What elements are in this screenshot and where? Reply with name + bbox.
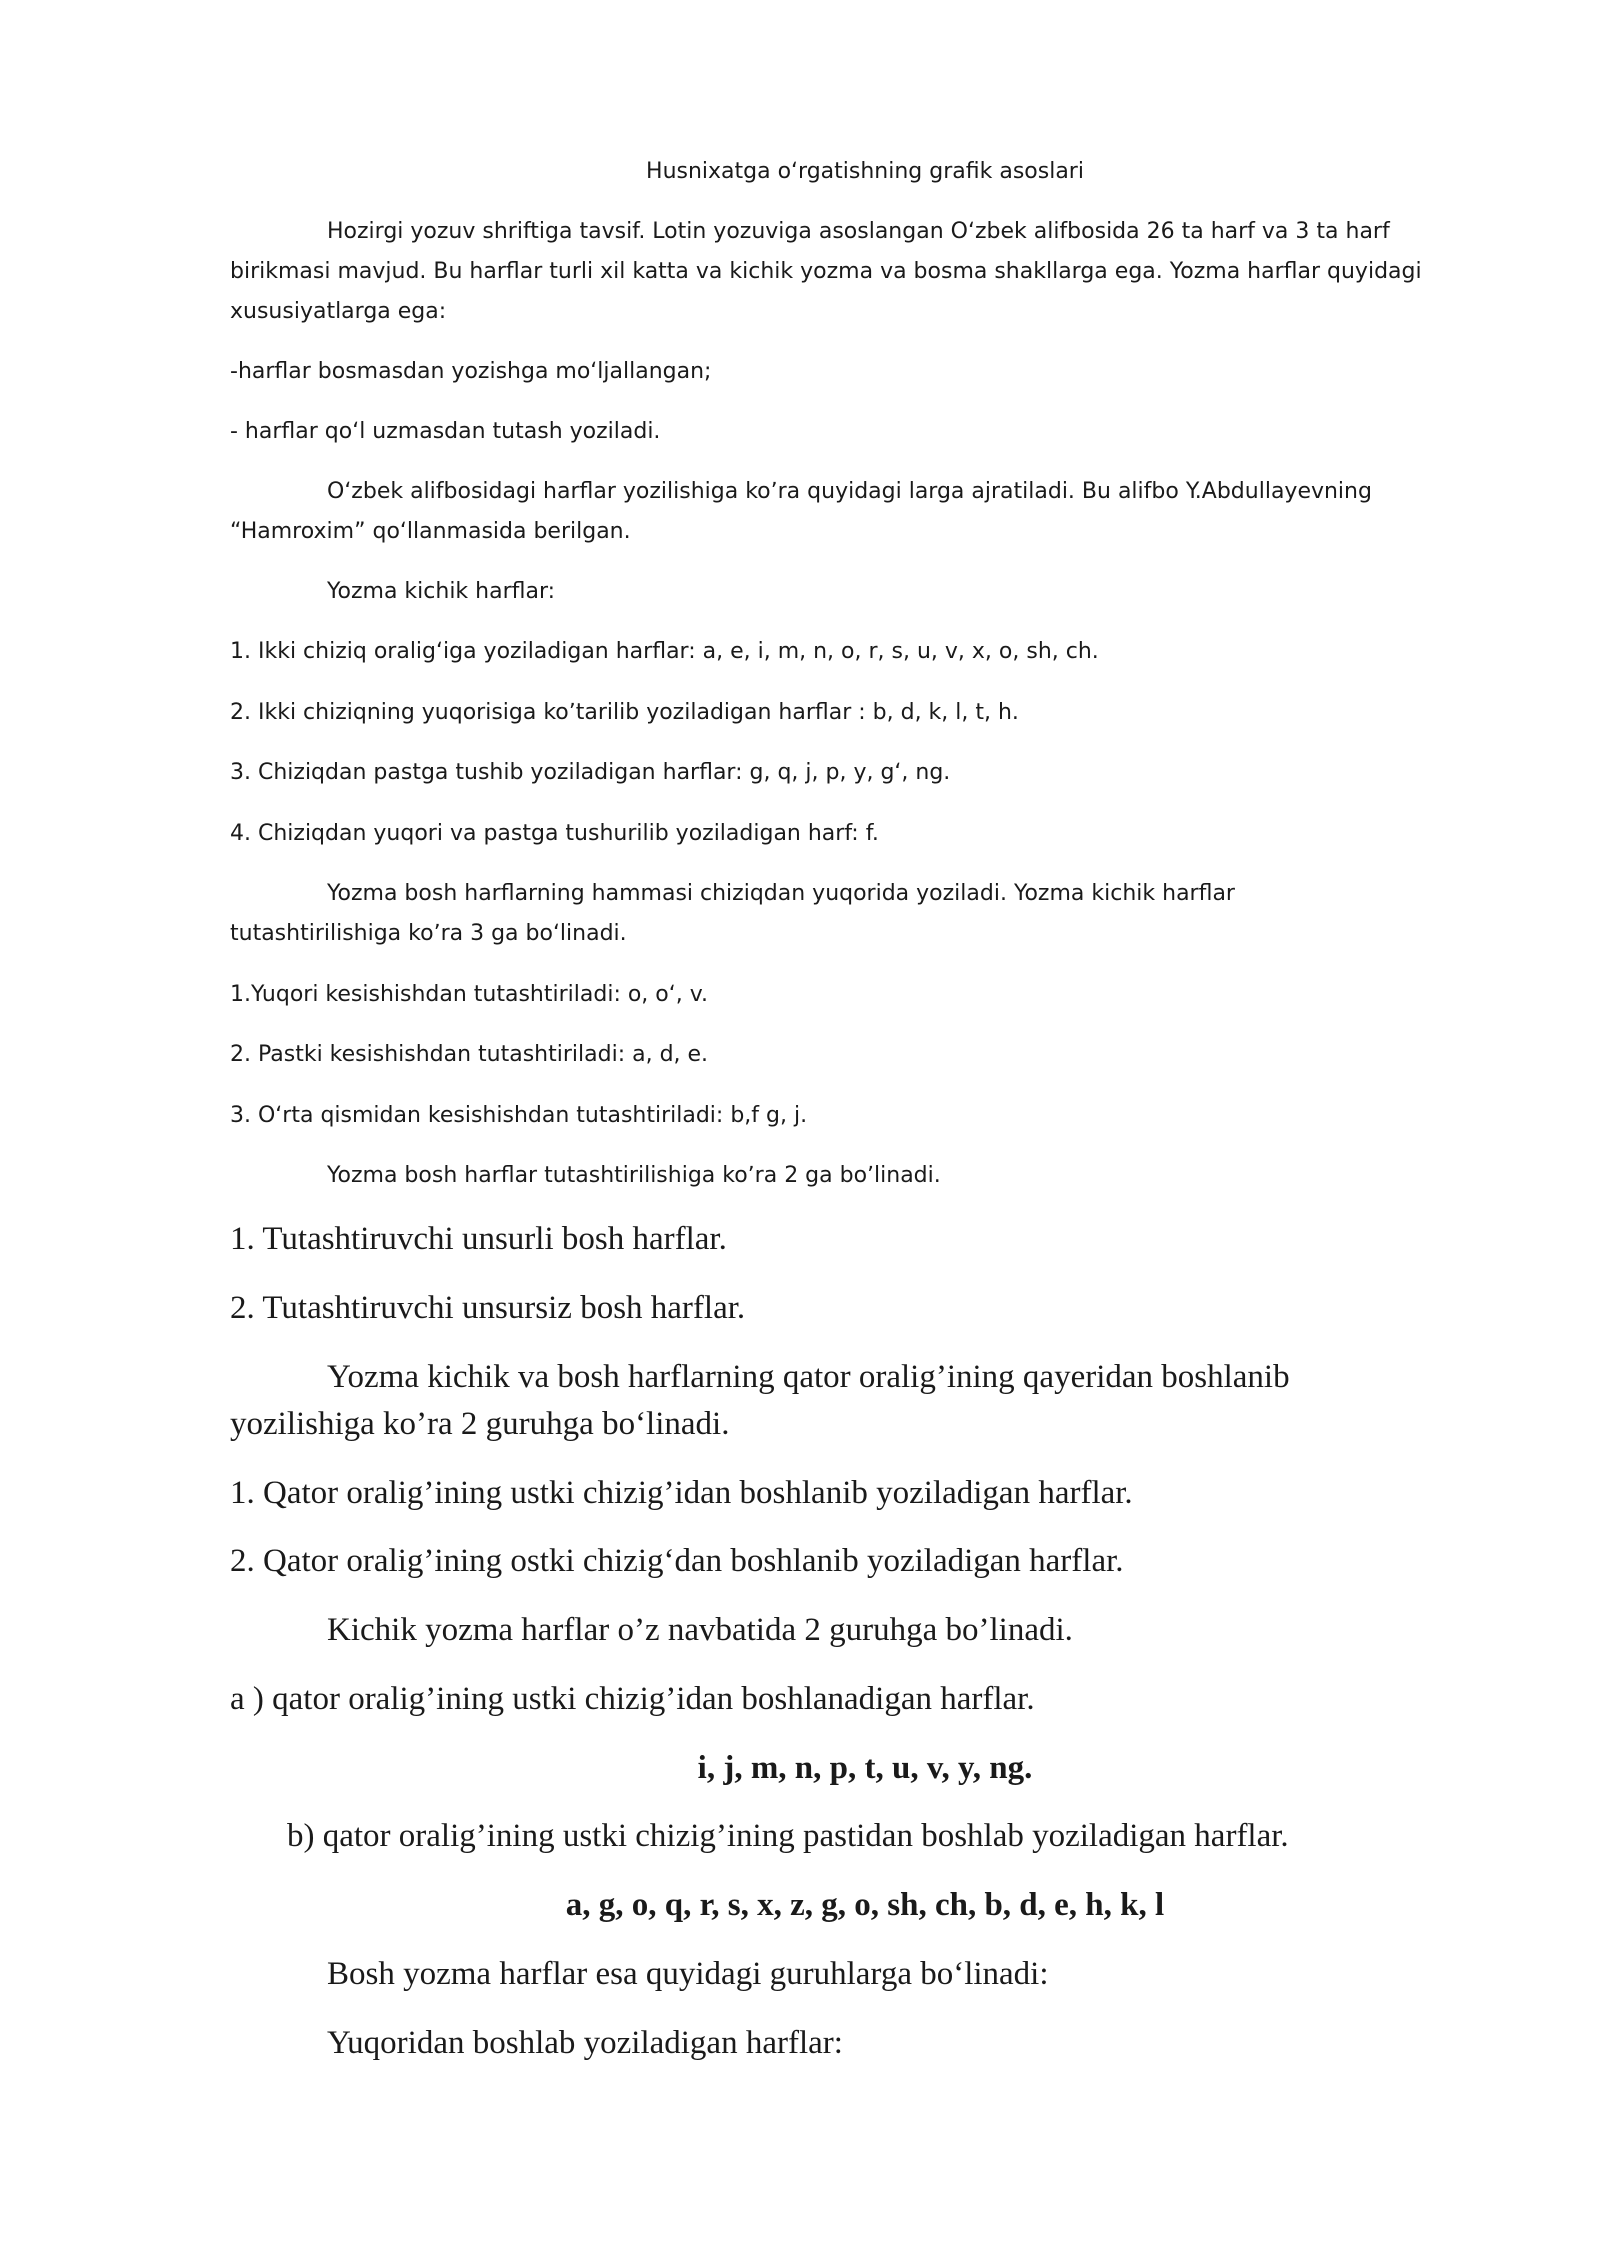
- list-item: 1.Yuqori kesishishdan tutashtiriladi: o, oʻ, v.: [230, 982, 709, 1007]
- paragraph-line: birikmasi mavjud. Bu harflar turli xil katta va kichik yozma va bosma shakllarga ega. Yozma harflar quyidagi: [230, 259, 1422, 284]
- paragraph-line: Yozma bosh harflar tutashtirilishiga koʼra 2 ga boʼlinadi.: [327, 1163, 941, 1188]
- letter-group: i, j, m, n, p, t, u, v, y, ng.: [697, 1750, 1033, 1786]
- list-item: 3. Chiziqdan pastga tushib yoziladigan harflar: g, q, j, p, y, gʻ, ng.: [230, 760, 951, 785]
- paragraph-line: “Hamroxim” qoʻllanmasida berilgan.: [230, 519, 631, 544]
- list-item: 2. Ikki chiziqning yuqorisiga koʼtarilib yoziladigan harflar : b, d, k, l, t, h.: [230, 700, 1019, 725]
- paragraph-line: tutashtirilishiga koʼra 3 ga boʻlinadi.: [230, 921, 627, 946]
- list-item: 1. Tutashtiruvchi unsurli bosh harflar.: [230, 1221, 727, 1257]
- paragraph-line: yozilishiga ko’ra 2 guruhga boʻlinadi.: [230, 1406, 730, 1442]
- list-item: b) qator oralig’ining ustki chizig’ining pastidan boshlab yoziladigan harflar.: [287, 1818, 1289, 1854]
- section-heading: Yozma kichik harflar:: [327, 579, 556, 604]
- list-item: - harflar qoʻl uzmasdan tutash yoziladi.: [230, 419, 661, 444]
- paragraph-line: Oʻzbek alifbosidagi harflar yozilishiga koʼra quyidagi larga ajratiladi. Bu alifbo Y.Abdullayevning: [327, 479, 1372, 504]
- paragraph-line: Kichik yozma harflar o’z navbatida 2 guruhga bo’linadi.: [327, 1612, 1073, 1648]
- list-item: 1. Ikki chiziq oraligʻiga yoziladigan harflar: a, e, i, m, n, o, r, s, u, v, x, o, sh, ch.: [230, 639, 1099, 664]
- list-item: -harflar bosmasdan yozishga moʻljallangan;: [230, 359, 712, 384]
- page-title: Husnixatga oʻrgatishning grafik asoslari: [646, 159, 1084, 184]
- paragraph-line: Yozma bosh harflarning hammasi chiziqdan yuqorida yoziladi. Yozma kichik harflar: [327, 881, 1235, 906]
- letter-group: a, g, o, q, r, s, x, z, g, o, sh, ch, b, d, e, h, k, l: [565, 1887, 1165, 1923]
- list-item: 3. Oʻrta qismidan kesishishdan tutashtiriladi: b,f g, j.: [230, 1103, 808, 1128]
- list-item: 2. Pastki kesishishdan tutashtiriladi: a, d, e.: [230, 1042, 709, 1067]
- list-item: 2. Tutashtiruvchi unsursiz bosh harflar.: [230, 1290, 746, 1326]
- paragraph-line: Yuqoridan boshlab yoziladigan harflar:: [327, 2025, 843, 2061]
- list-item: a ) qator oralig’ining ustki chizig’idan boshlanadigan harflar.: [230, 1681, 1035, 1717]
- paragraph-line: Bosh yozma harflar esa quyidagi guruhlarga boʻlinadi:: [327, 1956, 1049, 1992]
- list-item: 4. Chiziqdan yuqori va pastga tushurilib yoziladigan harf: f.: [230, 821, 879, 846]
- paragraph-line: Hozirgi yozuv shriftiga tavsif. Lotin yozuviga asoslangan Oʻzbek alifbosida 26 ta harf va 3 ta harf: [327, 219, 1390, 244]
- list-item: 1. Qator oralig’ining ustki chizig’idan boshlanib yoziladigan harflar.: [230, 1475, 1133, 1511]
- paragraph-line: xususiyatlarga ega:: [230, 299, 447, 324]
- list-item: 2. Qator oralig’ining ostki chizigʻdan boshlanib yoziladigan harflar.: [230, 1543, 1124, 1579]
- paragraph-line: Yozma kichik va bosh harflarning qator oralig’ining qayeridan boshlanib: [327, 1359, 1290, 1395]
